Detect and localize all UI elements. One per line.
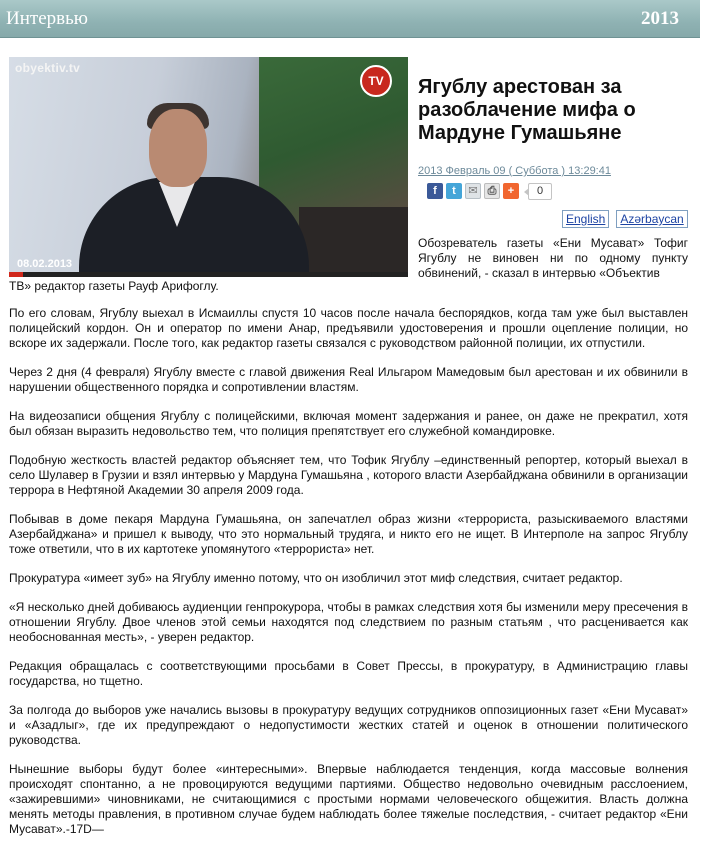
paragraph: Подобную жесткость властей редактор объясняет тем, что Тофик Ягублу –единственный репортер, который выехал в село Шулавер в Грузии и взял интервью у Мардуна Гумашьяна , которого власти Азербайджана обвинили в организации террора в Нефтяной Академии 30 апреля 2009 года. bbox=[9, 453, 688, 497]
article-title: Ягублу арестован за разоблачение мифа о Мардуне Гумашьяне bbox=[418, 76, 636, 144]
tv-logo-icon: TV bbox=[360, 65, 392, 97]
paragraph: «Я несколько дней добиваюсь аудиенции генпрокурора, чтобы в рамках следствия хотя бы изменили меру пресечения в отношении Ягублу. Двое членов этой семьи находятся под следствием по разным статьям , что расценивается как необоснованная месть», - уверен редактор. bbox=[9, 600, 688, 644]
lang-english-link[interactable]: English bbox=[562, 210, 609, 228]
share-toolbar bbox=[427, 182, 552, 200]
lang-azerbaijani-link[interactable]: Azərbaycan bbox=[616, 210, 687, 228]
paragraph: Редакция обращалась с соответствующими просьбами в Совет Прессы, в прокуратуру, в Администрацию главы государства, но тщетно. bbox=[9, 659, 688, 688]
paragraph: На видеозаписи общения Ягублу с полицейскими, включая момент задержания и ранее, он даже не прекратил, хотя был обязан выразить недовольство тем, что полиция препятствует его служебной командировке. bbox=[9, 409, 688, 438]
photo-date: 08.02.2013 bbox=[17, 258, 73, 270]
paragraph: За полгода до выборов уже начались вызовы в прокуратуру ведущих сотрудников оппозиционных газет «Ени Мусават» и «Азадлыг», где их предупреждают о недопустимости жестких статей и оценок в отношении политического руководства. bbox=[9, 703, 688, 747]
photo-chair bbox=[299, 207, 408, 277]
photo-watermark: obyektiv.tv bbox=[15, 61, 81, 75]
language-switcher bbox=[562, 210, 688, 228]
twitter-icon[interactable]: t bbox=[446, 183, 462, 199]
share-plus-icon[interactable]: + bbox=[503, 183, 519, 199]
paragraph: Нынешние выборы будут более «интересными». Впервые наблюдается тенденция, когда массовые волнения происходят спонтанно, а не провоцируются ведущими партиями. Общество недовольно очевидным расслоением, «зажиревшими» чиновниками, не считающимися с простыми нормами человеческого общежития. Власть должна менять методы правления, в противном случае будем наблюдать более тяжелые последствия, - считает редактор «Ени Мусават».-17D— bbox=[9, 762, 688, 836]
photo-head bbox=[149, 109, 207, 187]
paragraph: Побывав в доме пекаря Мардуна Гумашьяна, он запечатлел образ жизни «террориста, разыскиваемого властями Азербайджана» и пришел к выводу, что это нормальный трудяга, и никто его не ищет. В Интерполе на запрос Ягублу тоже ответили, что в их картотеке упомянутого «террориста» нет. bbox=[9, 512, 688, 556]
article-lead-continued: ТВ» редактор газеты Рауф Арифоглу. bbox=[9, 279, 219, 293]
article-datetime[interactable]: 2013 Февраль 09 ( Суббота ) 13:29:41 bbox=[418, 165, 611, 177]
email-icon[interactable]: ✉ bbox=[465, 183, 481, 199]
video-progress-bar bbox=[9, 272, 23, 277]
video-track bbox=[23, 272, 408, 277]
paragraph: Прокуратура «имеет зуб» на Ягублу именно потому, что он изобличил этот миф следствия, считает редактор. bbox=[9, 571, 623, 585]
section-title: Интервью bbox=[6, 8, 88, 29]
header-year: 2013 bbox=[641, 8, 679, 29]
print-icon[interactable]: ⎙ bbox=[484, 183, 500, 199]
paragraph: Через 2 дня (4 февраля) Ягублу вместе с главой движения Real Ильгаром Мамедовым был арестован и их обвинили в нарушении общественного порядка и сопротивлении властям. bbox=[9, 365, 688, 394]
facebook-icon[interactable]: f bbox=[427, 183, 443, 199]
share-count: 0 bbox=[528, 183, 552, 200]
paragraph: По его словам, Ягублу выехал в Исмаиллы спустя 10 часов после начала беспорядков, когда там уже был выставлен полицейский кордон. Он и оператор по имени Анар, предъявили удостоверения и прошли оцепление полиции, но вскоре их задержали. После того, как редактор газеты связался с руководством районной полиции, их отпустили. bbox=[9, 306, 688, 350]
article-photo[interactable] bbox=[9, 57, 408, 277]
article-body bbox=[9, 306, 688, 851]
section-header bbox=[0, 0, 700, 38]
article-lead: Обозреватель газеты «Ени Мусават» Тофиг Ягублу не виновен ни по одному пункту обвинений, - сказал в интервью «Объектив bbox=[418, 236, 688, 280]
